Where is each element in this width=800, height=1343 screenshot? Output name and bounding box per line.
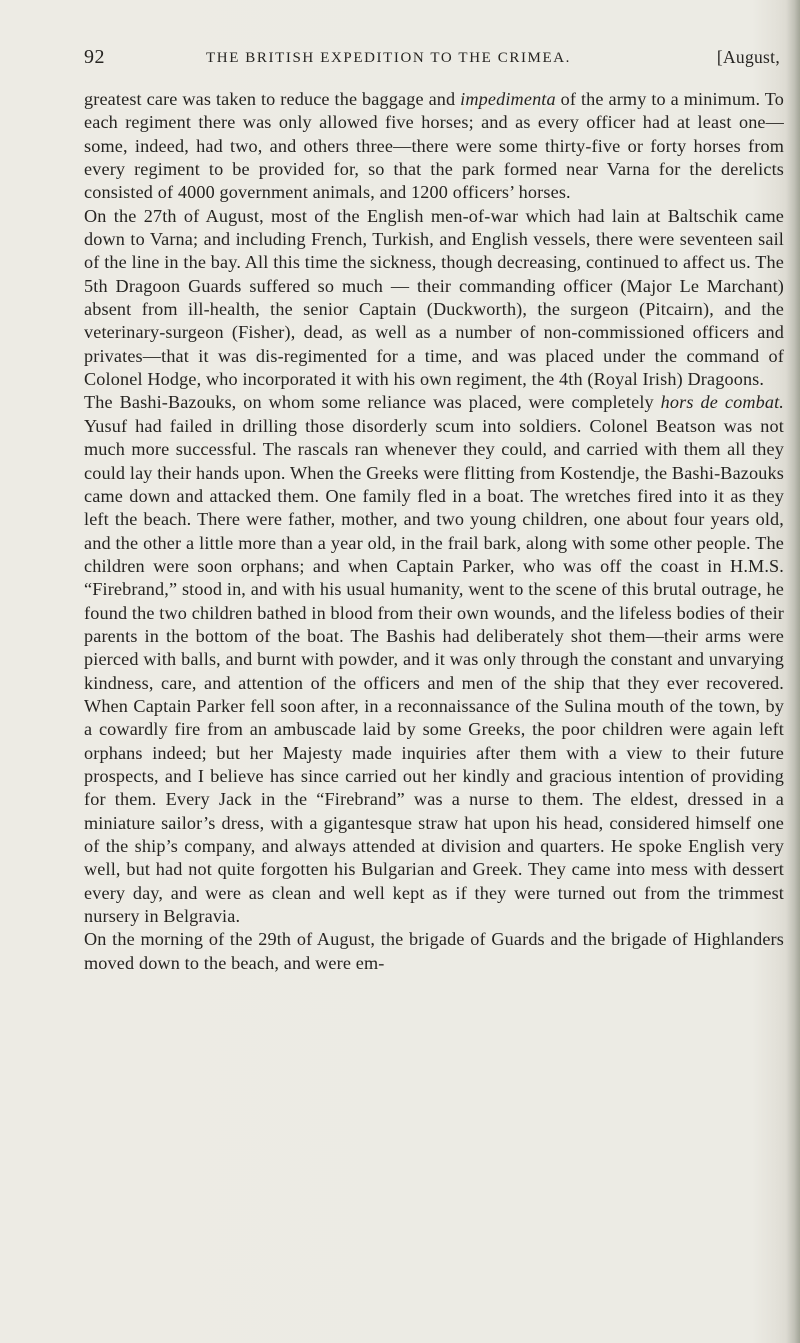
running-title: THE BRITISH EXPEDITION TO THE CRIMEA. <box>206 50 572 66</box>
paragraph-bashi-bazouks <box>84 391 784 928</box>
paragraph-men-of-war: On the 27th of August, most of the English men-of-war which had lain at Baltschik came down to Varna; and including French, Turkish, and English vessels, there were seventeen sail of the line in the bay. All this time the sickness, though decreasing, continued to affect us. The 5th Dragoon Guards suffered so much — their commanding officer (Major Le Marchant) absent from ill-health, the senior Captain (Duckworth), the surgeon (Pitcairn), and the veterinary-surgeon (Fisher), dead, as well as a number of non-commissioned officers and privates—that it was dis-regimented for a time, and was placed under the command of Colonel Hodge, who incorporated it with his own regiment, the 4th (Royal Irish) Dragoons. <box>84 205 784 390</box>
paragraph-text: Yusuf had failed in drilling those disorderly scum into soldiers. Colonel Beatson was not much more successful. The rascals ran whenever they could, and carried with them all they could lay their hands upon. When the Greeks were flitting from Kostendje, the Bashi-Bazouks came down and attacked them. One family fled in a boat. The wretches fired into it as they left the beach. There were father, mother, and two young children, one about four years old, and the other a little more than a year old, in the frail bark, along with some other people. The children were soon orphans; and when Captain Parker, who was off the coast in H.M.S. “Firebrand,” stood in, and with his usual humanity, went to the scene of this brutal outrage, he found the two children bathed in blood from their own wounds, and the lifeless bodies of their parents in the bottom of the boat. The Bashis had deliberately shot them—their arms were pierced with balls, and burnt with powder, and it was only through the constant and unvarying kindness, care, and attention of the officers and men of the ship that they ever recovered. When Captain Parker fell soon after, in a reconnaissance of the Sulina mouth of the town, by a cowardly fire from an ambuscade laid by some Greeks, the poor children were again left orphans indeed; but her Majesty made inquiries after them with a view to their future prospects, and I believe has since carried out her kindly and gracious intention of providing for them. Every Jack in the “Firebrand” was a nurse to them. The eldest, dressed in a miniature sailor’s dress, with a gigantesque straw hat upon his head, considered himself one of the ship’s company, and always attended at division and quarters. He spoke English very well, but had not quite forgotten his Bulgarian and Greek. They came into mess with dessert every day, and were as clean and well kept as if they were turned out from the trimmest nursery in Belgravia. <box>84 415 784 927</box>
paragraph-text: of the army to a minimum. To each regiment there was only allowed five horses; and as every officer had at least one—some, indeed, had two, and others three—there were some thirty-five or forty horses from every regiment to be provided for, so that the park formed near Varna for the derelicts consisted of 4000 government animals, and 1200 officers’ horses. <box>84 89 784 203</box>
page-edge-shadow <box>786 0 800 1343</box>
italic-term: impedimenta <box>460 89 556 109</box>
paragraph-text: greatest care was taken to reduce the baggage and <box>84 89 461 109</box>
italic-term: hors de combat. <box>660 392 784 413</box>
paragraph-text: The Bashi-Bazouks, on whom some reliance was placed, were completely <box>84 392 661 413</box>
paragraph-29th-august: On the morning of the 29th of August, the brigade of Guards and the brigade of Highlanders moved down to the beach, and were em- <box>84 929 784 973</box>
body-text <box>84 88 784 975</box>
paragraph-baggage <box>84 88 784 205</box>
page-header <box>84 46 782 74</box>
page-number: 92 <box>84 46 105 68</box>
running-date: [August, <box>716 47 780 67</box>
